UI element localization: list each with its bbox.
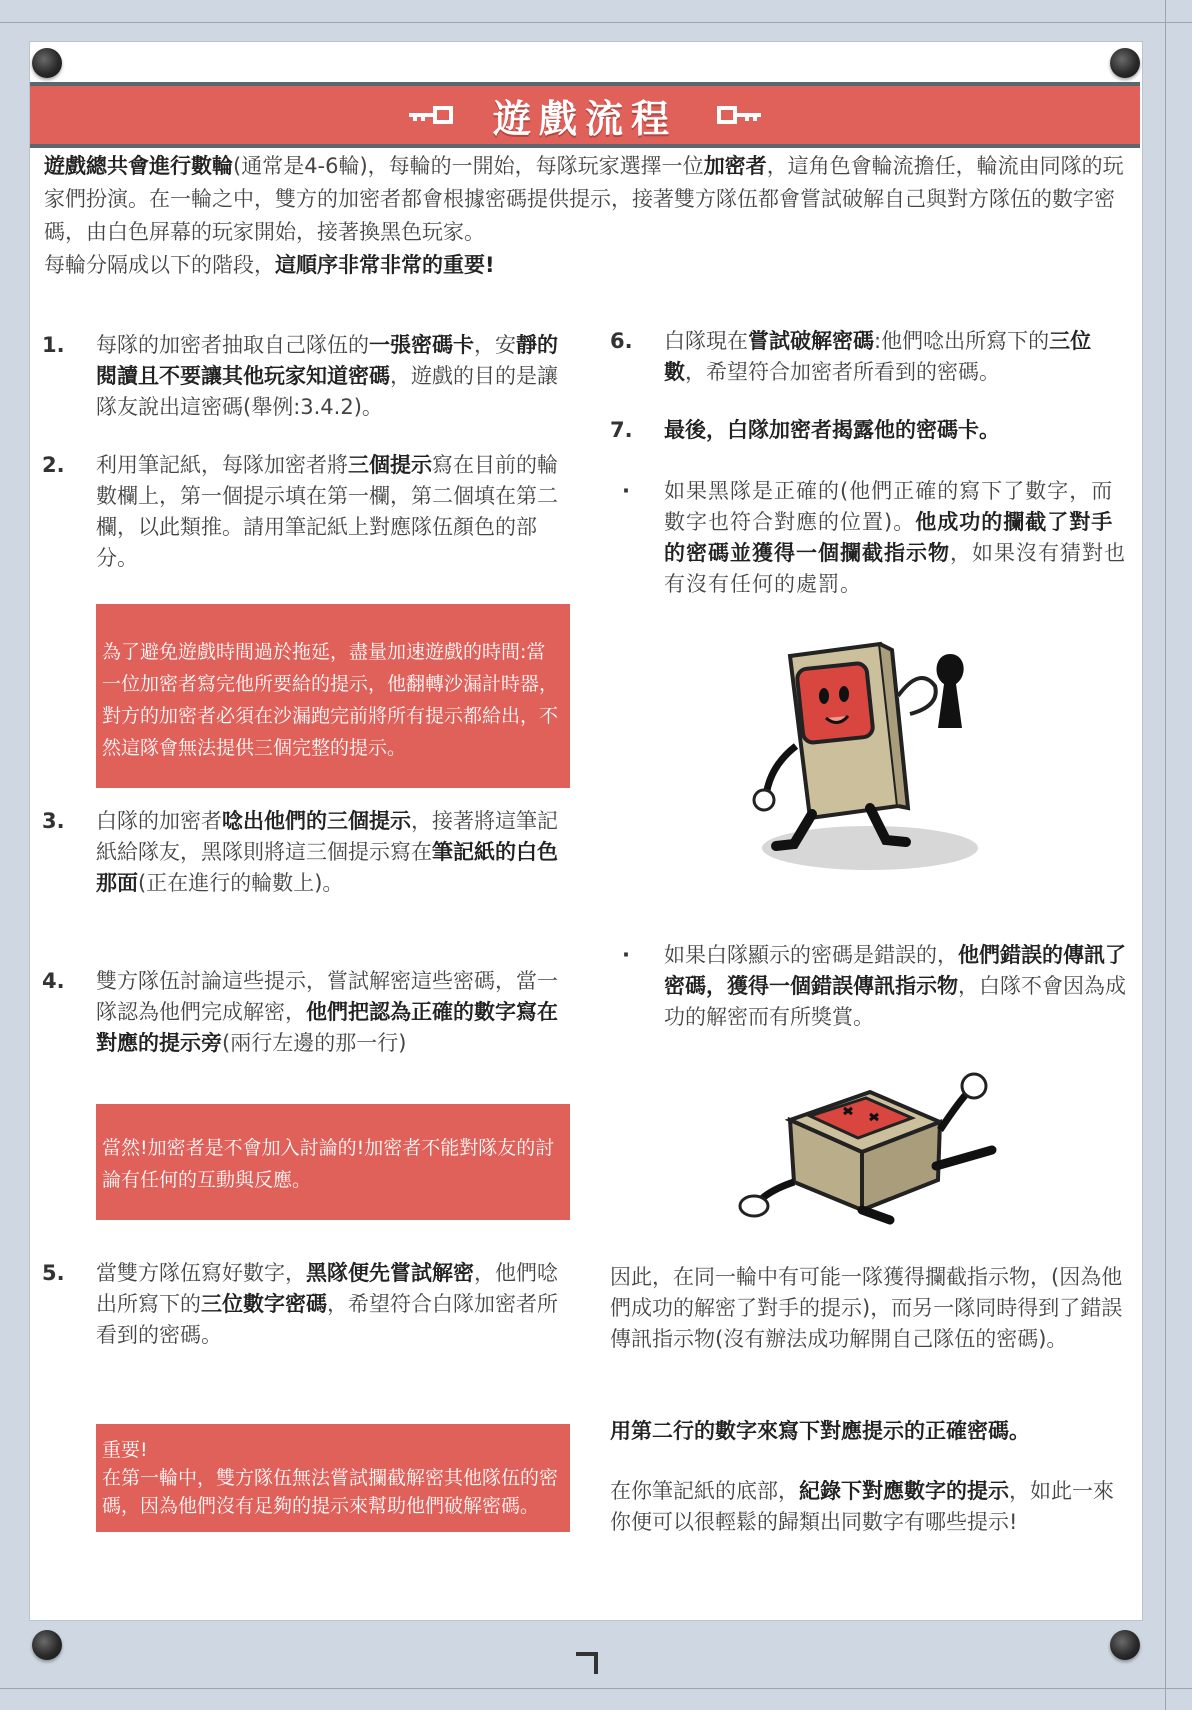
intro-section	[44, 150, 1130, 282]
step-text: 白隊現在嘗試破解密碼:他們唸出所寫下的三位數，希望符合加密者所看到的密碼。	[664, 329, 1092, 384]
frame-line-top	[0, 22, 1192, 23]
right-bold-text: 用第二行的數字來寫下對應提示的正確密碼。	[610, 1419, 1030, 1443]
important-text: 在第一輪中，雙方隊伍無法嘗試攔截解密其他隊伍的密碼，因為他們沒有足夠的提示來幫助他們破解密碼。	[102, 1467, 559, 1517]
box-character-fallen-illustration	[730, 1070, 1020, 1230]
page-title: 遊戲流程	[492, 96, 677, 141]
intro-paragraph-2	[44, 249, 1130, 282]
title-banner	[30, 82, 1140, 148]
right-paragraph-2	[610, 1416, 1130, 1447]
key-icon-right	[717, 106, 761, 124]
step-number: 7.	[610, 418, 633, 442]
step-text: 當雙方隊伍寫好數字，黑隊便先嘗試解密，他們唸出所寫下的三位數字密碼，希望符合白隊加密者所看到的密碼。	[96, 1261, 558, 1347]
intro-text-2: ，這角色會輪流擔任，輪流由同隊的玩家們扮演。在一輪之中，雙方的加密者都會根據密碼提供提示，接著雙方隊伍都會嘗試破解自己與對方隊伍的數字密碼，由白色屏幕的玩家開始，接著換黑色玩家。	[44, 154, 1124, 244]
bolt-top-right	[1110, 48, 1140, 78]
step-number: 4.	[42, 969, 65, 993]
intro-text-1: (通常是4-6輪)，每輪的一開始，每隊玩家選擇一位	[233, 154, 704, 178]
right-paragraph-1: 因此，在同一輪中有可能一隊獲得攔截指示物，(因為他們成功的解密了對手的提示)，而另一隊同時得到了錯誤傳訊指示物(沒有辦法成功解開自己隊伍的密碼)。	[610, 1265, 1123, 1351]
right-paragraph-3: 在你筆記紙的底部，紀錄下對應數字的提示，如此一來你便可以很輕鬆的歸類出同數字有哪些提示!	[610, 1479, 1114, 1534]
step-number: 6.	[610, 329, 633, 353]
step-text: 雙方隊伍討論這些提示，嘗試解密這些密碼，當一隊認為他們完成解密，他們把認為正確的數字寫在對應的提示旁(兩行左邊的那一行)	[96, 969, 558, 1055]
tip-box-discussion: 當然!加密者是不會加入討論的!加密者不能對隊友的討論有任何的互動與反應。	[96, 1104, 570, 1220]
bullet-mark: ·	[622, 479, 631, 503]
step-number: 2.	[42, 453, 65, 477]
step-text: 利用筆記紙，每隊加密者將三個提示寫在目前的輪數欄上，第一個提示填在第一欄，第二個填在第二欄，以此類推。請用筆記紙上對應隊伍顏色的部分。	[96, 453, 558, 570]
step-number: 3.	[42, 809, 65, 833]
bolt-bottom-right	[1110, 1630, 1140, 1660]
card-character-listening-illustration	[730, 636, 1010, 876]
intro-bold-3: 這順序非常非常的重要!	[275, 253, 495, 277]
intro-bold-2: 加密者	[703, 154, 767, 178]
intro-text-3: 每輪分隔成以下的階段，	[44, 253, 275, 277]
important-title: 重要!	[102, 1439, 148, 1461]
frame-line-right	[1165, 0, 1166, 1710]
key-icon-left	[409, 106, 453, 124]
tip-box-timer: 為了避免遊戲時間過於拖延，盡量加速遊戲的時間:當一位加密者寫完他所要給的提示，他翻轉沙漏計時器，對方的加密者必須在沙漏跑完前將所有提示都給出，不然這隊會無法提供三個完整的提示。	[96, 604, 570, 788]
step-number: 1.	[42, 333, 65, 357]
bullet-mark: ·	[622, 943, 630, 967]
frame-line-bottom	[0, 1688, 1192, 1689]
step-text: 最後，白隊加密者揭露他的密碼卡。	[664, 418, 1000, 442]
step-text: 每隊的加密者抽取自己隊伍的一張密碼卡，安靜的閱讀且不要讓其他玩家知道密碼，遊戲的目的是讓隊友說出這密碼(舉例:3.4.2)。	[96, 333, 558, 419]
bullet-text: 如果白隊顯示的密碼是錯誤的，他們錯誤的傳訊了密碼，獲得一個錯誤傳訊指示物，白隊不會因為成功的解密而有所獎賞。	[664, 943, 1126, 1029]
page-corner-mark	[574, 1650, 600, 1676]
intro-paragraph-1	[44, 150, 1130, 249]
tip-box-important	[96, 1424, 570, 1532]
step-number: 5.	[42, 1261, 65, 1285]
bolt-top-left	[32, 48, 62, 78]
bullet-text: 如果黑隊是正確的(他們正確的寫下了數字，而數字也符合對應的位置)。他成功的攔截了對手的密碼並獲得一個攔截指示物，如果沒有猜對也有沒有任何的處罰。	[664, 479, 1126, 596]
step-text: 白隊的加密者唸出他們的三個提示，接著將這筆記紙給隊友，黑隊則將這三個提示寫在筆記紙的白色那面(正在進行的輪數上)。	[96, 809, 558, 895]
bolt-bottom-left	[32, 1630, 62, 1660]
intro-bold-1: 遊戲總共會進行數輪	[44, 154, 233, 178]
